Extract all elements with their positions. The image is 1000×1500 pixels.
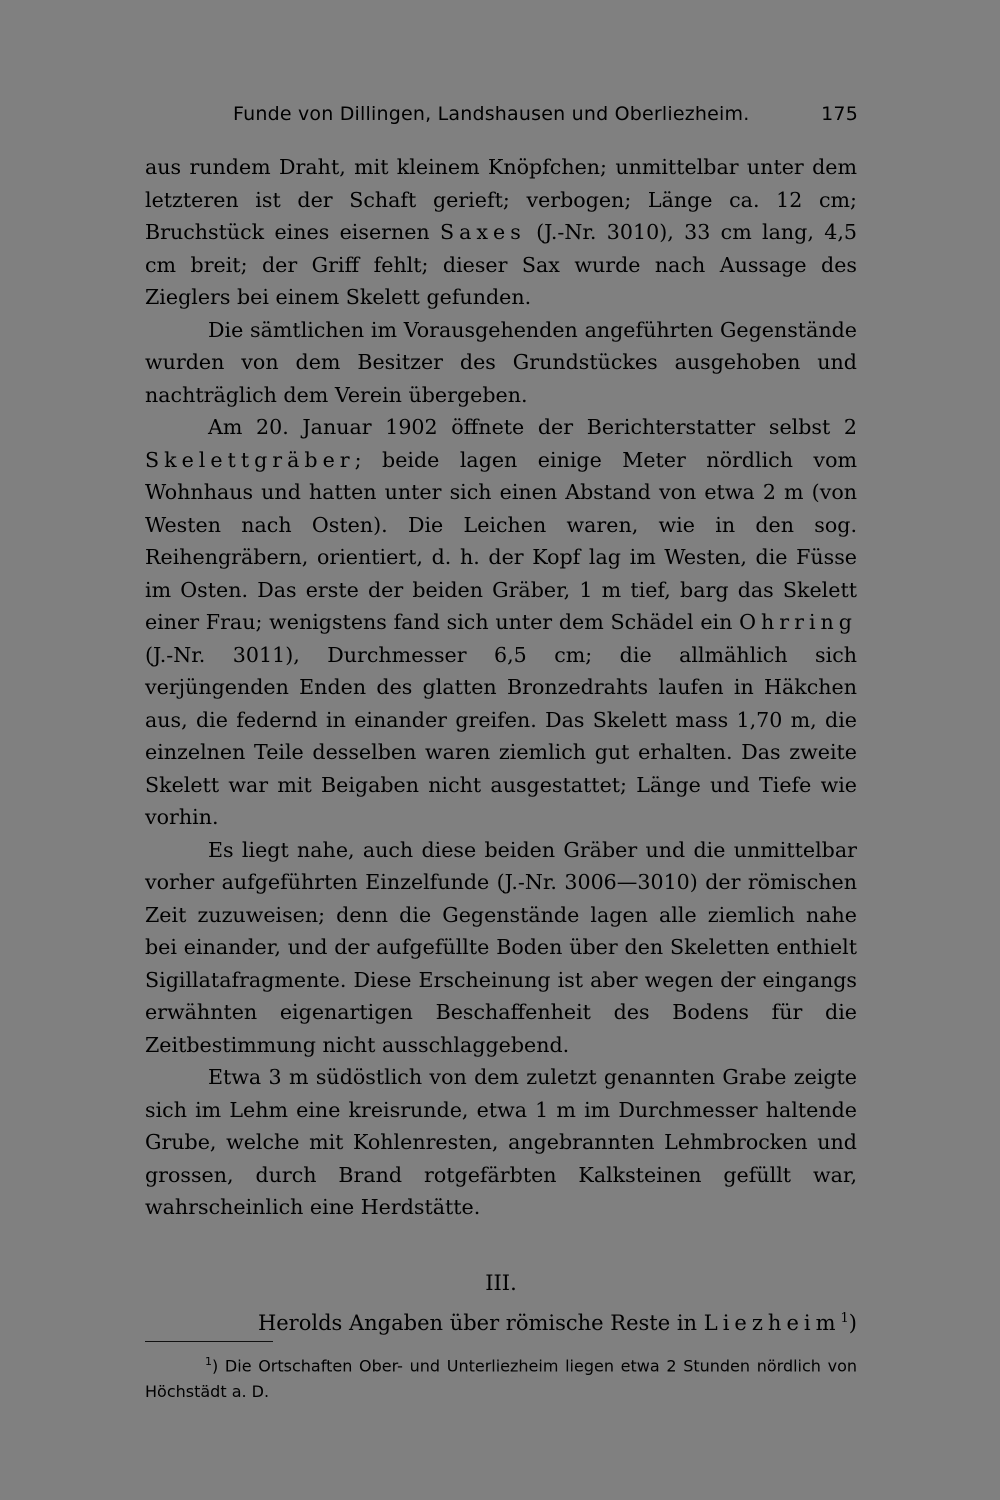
emphasized-term: Ohrring <box>739 610 857 634</box>
footnote <box>145 1349 857 1405</box>
body-text <box>145 151 857 1224</box>
section-title-suffix: ) <box>848 1311 857 1335</box>
page-number: 175 <box>821 103 858 125</box>
paragraph <box>145 151 857 314</box>
paragraph-text: Die sämtlichen im Vorausgehenden angeführten Gegenstände wurden von dem Besitzer des Grundstückes ausgehoben und nachträglich dem Verein übergeben. <box>145 317 857 407</box>
emphasized-term: Skelettgräber <box>145 447 355 472</box>
footnote-marker-paren: ) <box>212 1356 219 1376</box>
paragraph <box>145 834 857 1062</box>
paragraph-text: aus rundem Draht, mit kleinem Knöpfchen; unmittelbar unter dem letzteren ist der Schaft gerieft; verbogen; Länge ca. 12 cm; Bruchstück eines eisernen <box>145 155 857 244</box>
paragraph-text: Etwa 3 m südöstlich von dem zuletzt genannten Grabe zeigte sich im Lehm eine kreisrunde, etwa 1 m im Durchmesser haltende Grube, welche mit Kohlenresten, angebrannten Lehmbrocken und grossen, durch Brand rotgefärbten Kalksteinen gefüllt war, wahrscheinlich eine Herdstätte. <box>145 1065 857 1219</box>
paragraph-text: (J.-Nr. 3010), 33 cm lang, 4,5 cm breit; der Griff fehlt; dieser Sax wurde nach Aussage des Zieglers bei einem Skelett gefunden. <box>145 220 857 309</box>
paragraph <box>145 314 857 412</box>
section-title-place: Liezheim <box>703 1311 841 1335</box>
section-title-prefix: Herolds Angaben über römische Reste in <box>257 1311 704 1335</box>
footnote-rule <box>145 1341 273 1342</box>
running-header <box>233 100 858 128</box>
paragraph-text: ; beide lagen einige Meter nördlich vom Wohnhaus und hatten unter sich einen Abstand von etwa 2 m (von Westen nach Osten). Die Leichen waren, wie in den sog. Reihengräbern, orientiert, d. h. der Kopf lag im Westen, die Füsse im Osten. Das erste der beiden Gräber, 1 m tief, barg das Skelett einer Frau; wenigstens fand sich unter dem Schädel ein <box>145 447 857 634</box>
paragraph <box>145 411 857 834</box>
paragraph-text: (J.-Nr. 3011), Durchmesser 6,5 cm; die allmählich sich verjüngenden Enden des glatten Bronzedrahts laufen in Häkchen aus, die federnd in einander greifen. Das Skelett mass 1,70 m, die einzelnen Teile desselben waren ziemlich gut erhalten. Das zweite Skelett war mit Beigaben nicht ausgestattet; Länge und Tiefe wie vorhin. <box>145 642 857 829</box>
section-title <box>145 1302 857 1340</box>
paragraph-text: Es liegt nahe, auch diese beiden Gräber und die unmittelbar vorher aufgeführten Einzelfunde (J.-Nr. 3006—3010) der römischen Zeit zuzuweisen; denn die Gegenstände lagen alle ziemlich nahe bei einander, und der aufgefüllte Boden über den Skeletten enthielt Sigillatafragmente. Diese Erscheinung ist aber wegen der eingangs erwähnten eigenartigen Beschaffenheit des Bodens für die Zeitbestimmung nicht ausschlaggebend. <box>145 837 857 1057</box>
emphasized-term: Saxes <box>440 220 526 244</box>
paragraph <box>145 1061 857 1224</box>
running-title: Funde von Dillingen, Landshausen und Oberliezheim. <box>233 103 750 125</box>
footnote-text: Die Ortschaften Ober- und Unterliezheim liegen etwa 2 Stunden nördlich von Höchstädt a. D. <box>145 1356 857 1402</box>
footnote-marker: 1 <box>205 1355 212 1368</box>
paragraph-text: Am 20. Januar 1902 öffnete der Berichterstatter selbst 2 <box>208 415 857 439</box>
footnote-reference: 1 <box>840 1311 849 1326</box>
section-number: III. <box>485 1271 517 1295</box>
